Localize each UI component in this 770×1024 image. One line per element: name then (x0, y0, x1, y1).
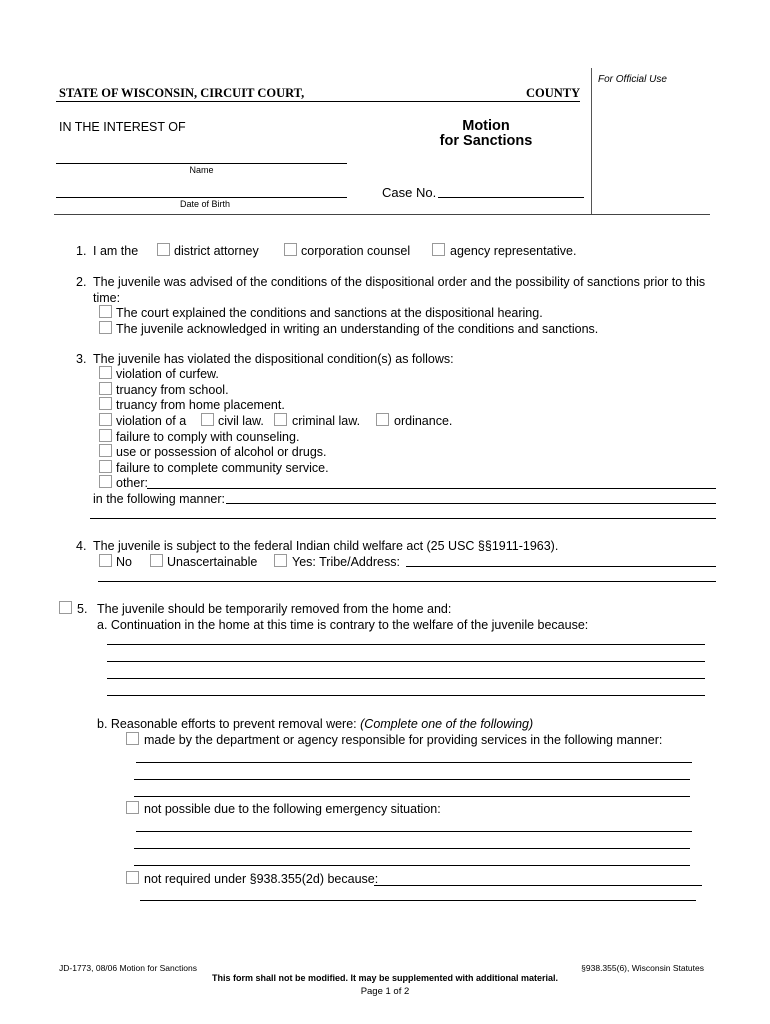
ordinance-label: ordinance. (394, 414, 453, 428)
name-input-line[interactable] (56, 163, 347, 164)
criminal-law-label: criminal law. (292, 414, 361, 428)
item4-text: The juvenile is subject to the federal Indian child welfare act (25 USC §§1911-1963). (93, 539, 559, 553)
not-possible-label: not possible due to the following emergency situation: (144, 802, 441, 816)
icwa-unascertainable-label: Unascertainable (167, 555, 258, 569)
efforts-made-label: made by the department or agency responsible for providing services in the following manner: (144, 733, 663, 747)
agency-representative-checkbox[interactable] (432, 243, 445, 256)
dob-input-line[interactable] (56, 197, 347, 198)
form-id: JD-1773, 08/06 Motion for Sanctions (59, 963, 197, 973)
curfew-checkbox[interactable] (99, 366, 112, 379)
not-required-label: not required under §938.355(2d) because: (144, 872, 379, 886)
district-attorney-label: district attorney (174, 244, 259, 258)
modification-notice: This form shall not be modified. It may be supplemented with additional material. (211, 973, 559, 983)
truancy-school-label: truancy from school. (116, 383, 229, 397)
not-possible-checkbox[interactable] (126, 801, 139, 814)
not-required-checkbox[interactable] (126, 871, 139, 884)
efforts-made-input-line-3[interactable] (134, 796, 690, 797)
icwa-no-label: No (116, 555, 132, 569)
item5b-lead: b. Reasonable efforts to prevent removal were: (97, 717, 357, 731)
item1-lead: I am the (93, 244, 139, 258)
item4-number: 4. (76, 539, 87, 553)
item2-number: 2. (76, 275, 87, 289)
item5a-input-line-2[interactable] (107, 661, 705, 662)
icwa-yes-label: Yes: Tribe/Address: (292, 555, 400, 569)
other-label: other: (116, 476, 148, 490)
curfew-label: violation of curfew. (116, 367, 219, 381)
truancy-school-checkbox[interactable] (99, 382, 112, 395)
court-explained-label: The court explained the conditions and sanctions at the dispositional hearing. (116, 306, 543, 320)
other-checkbox[interactable] (99, 475, 112, 488)
court-county-input-line[interactable] (56, 101, 580, 102)
tribe-address-input-line-2[interactable] (98, 581, 716, 582)
juvenile-acknowledged-checkbox[interactable] (99, 321, 112, 334)
not-possible-input-line-2[interactable] (134, 848, 690, 849)
item3-text: The juvenile has violated the dispositional condition(s) as follows: (93, 352, 454, 366)
icwa-no-checkbox[interactable] (99, 554, 112, 567)
criminal-law-checkbox[interactable] (274, 413, 287, 426)
efforts-made-input-line-1[interactable] (136, 762, 692, 763)
other-input-line[interactable] (147, 488, 716, 489)
community-service-label: failure to complete community service. (116, 461, 329, 475)
community-service-checkbox[interactable] (99, 460, 112, 473)
official-use-label: For Official Use (598, 74, 667, 85)
court-explained-checkbox[interactable] (99, 305, 112, 318)
efforts-made-checkbox[interactable] (126, 732, 139, 745)
violation-of-a-label: violation of a (116, 414, 187, 428)
county-label: COUNTY (526, 86, 581, 100)
truancy-home-label: truancy from home placement. (116, 398, 285, 412)
violation-law-checkbox[interactable] (99, 413, 112, 426)
name-label: Name (189, 165, 214, 175)
case-no-input-line[interactable] (438, 197, 584, 198)
not-required-input-line-2[interactable] (140, 900, 696, 901)
civil-law-checkbox[interactable] (201, 413, 214, 426)
tribe-address-input-line-1[interactable] (406, 566, 716, 567)
form-title-line2: for Sanctions (439, 133, 533, 149)
case-no-label: Case No. (382, 185, 437, 200)
corporation-counsel-checkbox[interactable] (284, 243, 297, 256)
item2-text-line2: time: (93, 291, 121, 305)
interest-of-label: IN THE INTEREST OF (59, 120, 186, 134)
ordinance-checkbox[interactable] (376, 413, 389, 426)
corporation-counsel-label: corporation counsel (301, 244, 411, 258)
form-title-line1: Motion (462, 118, 510, 134)
alcohol-drugs-checkbox[interactable] (99, 444, 112, 457)
icwa-yes-checkbox[interactable] (274, 554, 287, 567)
item5a-input-line-3[interactable] (107, 678, 705, 679)
item5a-input-line-1[interactable] (107, 644, 705, 645)
not-required-input-line-1[interactable] (374, 885, 702, 886)
header-bottom-rule (54, 214, 710, 215)
counseling-checkbox[interactable] (99, 429, 112, 442)
item2-text-line1: The juvenile was advised of the conditions of the dispositional order and the possibility of sanctions prior to this (93, 275, 706, 289)
court-label: STATE OF WISCONSIN, CIRCUIT COURT, (59, 86, 305, 100)
item5-text: The juvenile should be temporarily removed from the home and: (97, 602, 452, 616)
item5a-input-line-4[interactable] (107, 695, 705, 696)
manner-label: in the following manner: (93, 492, 226, 506)
item5-checkbox[interactable] (59, 601, 72, 614)
not-possible-input-line-1[interactable] (136, 831, 692, 832)
icwa-unascertainable-checkbox[interactable] (150, 554, 163, 567)
truancy-home-checkbox[interactable] (99, 397, 112, 410)
district-attorney-checkbox[interactable] (157, 243, 170, 256)
agency-representative-label: agency representative. (450, 244, 577, 258)
item1-number: 1. (76, 244, 87, 258)
item5b-instruction: (Complete one of the following) (360, 717, 534, 731)
statute-reference: §938.355(6), Wisconsin Statutes (581, 963, 704, 973)
item3-number: 3. (76, 352, 87, 366)
efforts-made-input-line-2[interactable] (134, 779, 690, 780)
item5b-text (97, 717, 533, 731)
alcohol-drugs-label: use or possession of alcohol or drugs. (116, 445, 327, 459)
manner-input-line-1[interactable] (226, 503, 716, 504)
item5-number: 5. (77, 602, 88, 616)
page-number: Page 1 of 2 (360, 986, 410, 997)
civil-law-label: civil law. (218, 414, 264, 428)
not-possible-input-line-3[interactable] (134, 865, 690, 866)
dob-label: Date of Birth (179, 199, 231, 209)
manner-input-line-2[interactable] (90, 518, 716, 519)
counseling-label: failure to comply with counseling. (116, 430, 300, 444)
juvenile-acknowledged-label: The juvenile acknowledged in writing an understanding of the conditions and sanctions. (116, 322, 599, 336)
item5a-text: a. Continuation in the home at this time is contrary to the welfare of the juvenile because: (97, 618, 589, 632)
